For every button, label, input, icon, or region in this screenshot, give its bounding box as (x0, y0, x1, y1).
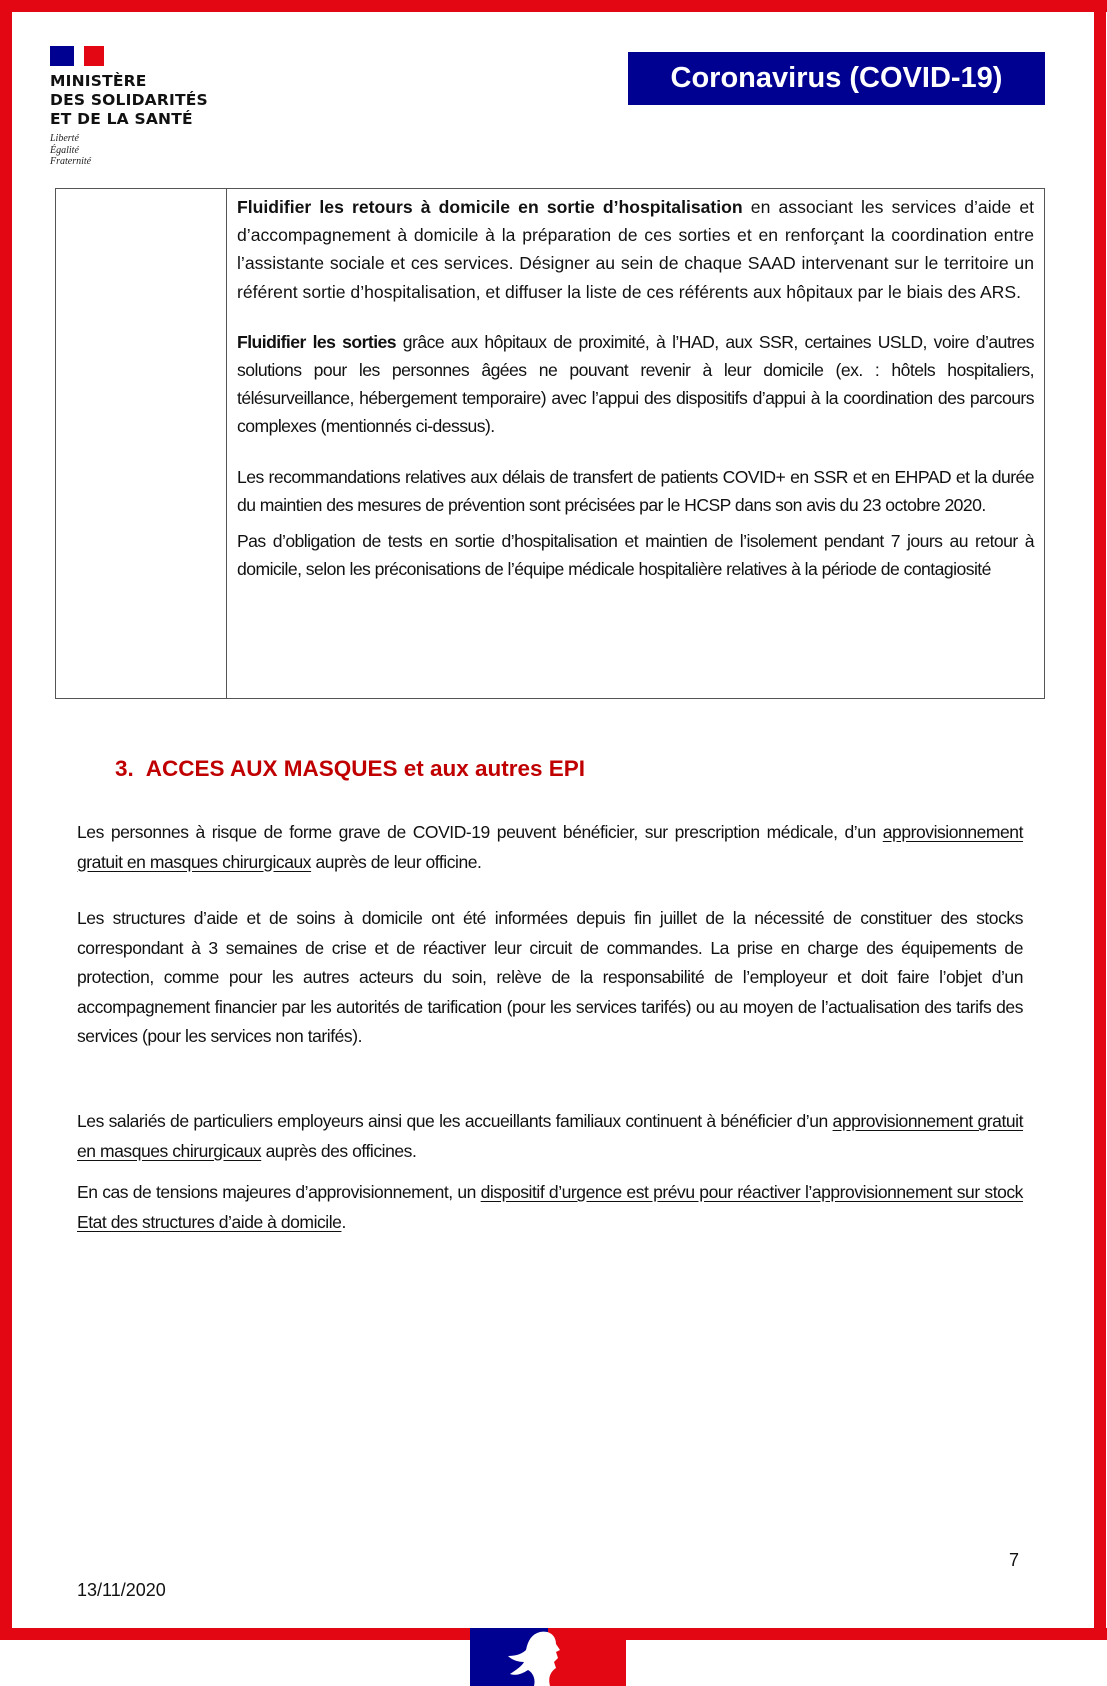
underlined-phrase: approvisionnement gratuit en masques chirurgicaux (77, 822, 1023, 872)
paragraph-text: Les structures d’aide et de soins à domicile ont été informées depuis fin juillet de la nécessité de constituer des stocks correspondant à 3 semaines de crise et de réactiver leur circuit de commandes. La prise en charge des équipements de protection, comme pour les autres acteurs du soin, relève de la responsabilité de l’employeur et doit faire l’objet d’un accompagnement financier par les autorités de tarification (pour les services tarifés) ou au moyen de l’actualisation des tarifs des services (pour les services non tarifés). (77, 908, 1023, 1046)
table-right-cell (227, 189, 1044, 698)
ministry-line: DES SOLIDARITÉS (50, 91, 208, 109)
page-number: 7 (1009, 1550, 1020, 1570)
motto-line: Fraternité (50, 156, 92, 167)
frame-border-right (1094, 0, 1106, 1640)
ministry-logo (50, 46, 208, 168)
underlined-phrase: dispositif d’urgence est prévu pour réactiver l’approvisionnement sur stock Etat des structures d’aide à domicile (77, 1182, 1023, 1232)
paragraph-text: . (341, 1211, 346, 1232)
section-number: 3. (115, 756, 134, 781)
paragraph-text: en associant les services d’aide et d’accompagnement à domicile à la préparation de ces sorties et en renforçant la coordination entre l’assistante sociale et ces services. Désigner au sein de chaque SAAD intervenant sur le territoire un référent sortie d’hospitalisation, et diffuser la liste de ces référents aux hôpitaux par le biais des ARS. (237, 197, 1035, 302)
section-title-text: ACCES AUX MASQUES et aux autres EPI (145, 756, 586, 781)
paragraph-text: grâce aux hôpitaux de proximité, à l’HAD, aux SSR, certaines USLD, voire d’autres solutions pour les personnes âgées ne pouvant revenir à leur domicile (ex. : hôtels hospitaliers, télésurveillance, hébergement temporaire) avec l’appui des dispositifs d’appui à la coordination des parcours complexes (mentionnés ci-dessus). (237, 331, 1034, 437)
republic-motto (50, 133, 208, 168)
ministry-line: ET DE LA SANTÉ (50, 110, 193, 128)
paragraph-text: En cas de tensions majeures d’approvisionnement, un (77, 1182, 481, 1202)
motto-line: Liberté (50, 133, 79, 144)
section-paragraph (77, 1178, 1023, 1237)
paragraph-bold-lead: Fluidifier les retours à domicile en sortie d’hospitalisation (237, 197, 743, 217)
motto-line: Égalité (50, 144, 79, 156)
paragraph-text: Les salariés de particuliers employeurs ainsi que les accueillants familiaux continuent à bénéficier d’un (77, 1111, 833, 1131)
paragraph-text: auprès des officines. (261, 1140, 417, 1161)
frame-border-top (0, 0, 1107, 12)
table-paragraph (237, 193, 1034, 306)
section-heading (115, 756, 585, 782)
marianne-flag-icon (50, 46, 104, 66)
paragraph-text: Les personnes à risque de forme grave de COVID-19 peuvent bénéficier, sur prescription médicale, d’un (77, 822, 883, 842)
document-date: 13/11/2020 (77, 1580, 166, 1600)
underlined-phrase: approvisionnement gratuit en masques chirurgicaux (77, 1111, 1023, 1161)
paragraph-text: Les recommandations relatives aux délais de transfert de patients COVID+ en SSR et en EHPAD et la durée du maintien des mesures de prévention sont précisées par le HCSP dans son avis du 23 octobre 2020. (237, 466, 1034, 515)
covid-banner: Coronavirus (COVID-19) (628, 52, 1045, 105)
paragraph-bold-lead: Fluidifier les sorties (237, 331, 397, 352)
table-paragraph (237, 463, 1034, 519)
frame-border-left (0, 0, 12, 1640)
section-paragraph (77, 818, 1023, 877)
measures-table (55, 188, 1045, 699)
marianne-emblem-icon (470, 1628, 626, 1686)
table-paragraph (237, 328, 1034, 441)
table-left-cell (56, 189, 227, 698)
paragraph-text: Pas d’obligation de tests en sortie d’hospitalisation et maintien de l’isolement pendant 7 jours au retour à domicile, selon les préconisations de l’équipe médicale hospitalière relatives à la période de contagiosité (237, 531, 1034, 580)
ministry-name (50, 72, 208, 129)
section-paragraph (77, 1107, 1023, 1166)
table-paragraph (237, 527, 1034, 583)
ministry-line: MINISTÈRE (50, 72, 147, 90)
paragraph-text: auprès de leur officine. (311, 851, 482, 872)
section-paragraph (77, 904, 1023, 1052)
